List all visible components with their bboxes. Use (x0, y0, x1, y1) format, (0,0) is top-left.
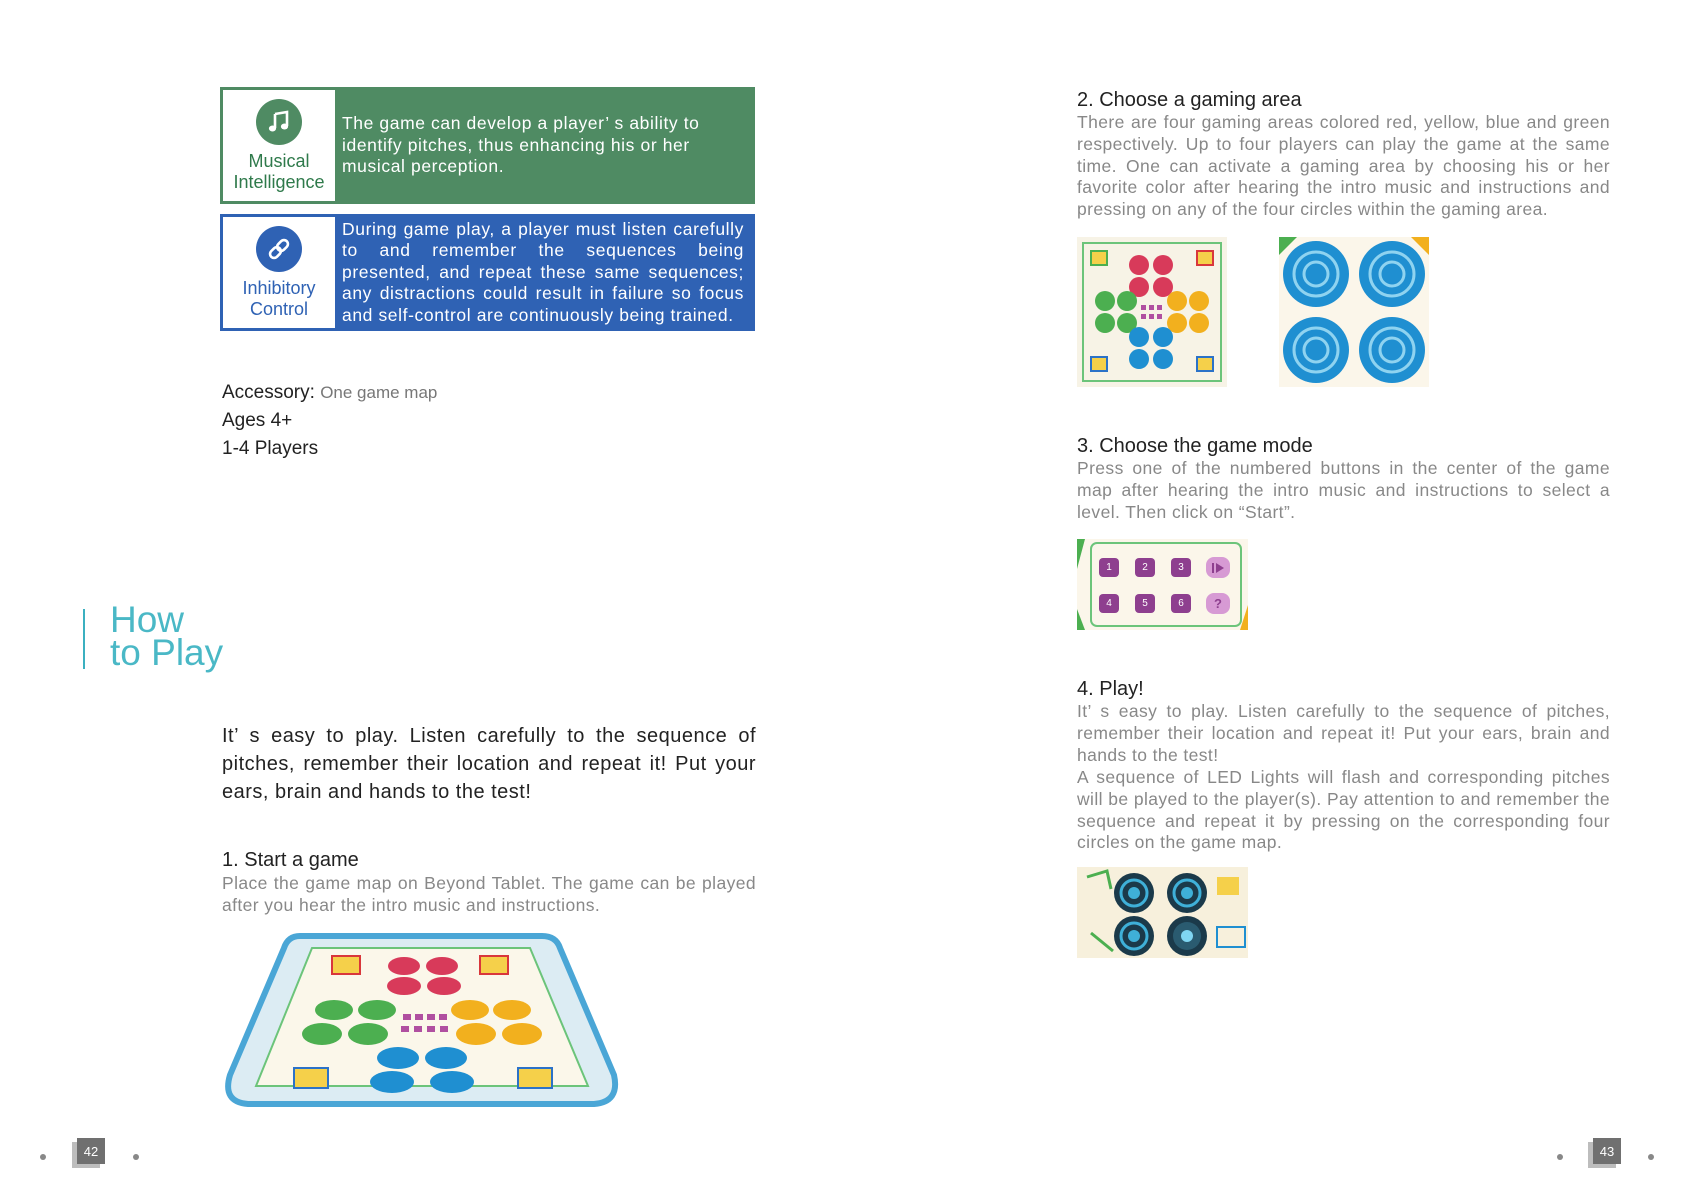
mode-button-1: 1 (1099, 558, 1119, 577)
feature-title-line1: Musical (248, 150, 310, 171)
start-play-icon (1206, 557, 1230, 578)
feature-description: The game can develop a player’ s ability to identify pitches, thus enhancing his or her musical perception. (335, 90, 752, 201)
step-3-text: Press one of the numbered buttons in the center of the game map after hearing the intro music and instructions to select a level. Then click on “Start”. (1077, 458, 1610, 522)
accessory-value: One game map (320, 383, 438, 402)
step-2-text: There are four gaming areas colored red, yellow, blue and green respectively. Up to four players can play the game at the same time. One can activate a gaming area by choosing his or her favorite color after hearing the intro music and instructions and pressing on any of the four circles within the gaming area. (1077, 112, 1610, 220)
mode-button-6: 6 (1171, 594, 1191, 613)
accessory-label: Accessory: (222, 382, 315, 403)
step-1-text: Place the game map on Beyond Tablet. The game can be played after you hear the intro music and instructions. (222, 873, 756, 915)
page-number-right: 43 (1593, 1138, 1621, 1164)
mode-panel-frame (1077, 539, 1248, 630)
feature-inhibitory-control (220, 214, 755, 331)
feature-musical-intelligence (220, 87, 755, 204)
step-4-text-1: It’ s easy to play. Listen carefully to the sequence of pitches, remember their location and repeat it! Put your ears, brain and hands to the test! (1077, 701, 1610, 765)
feature-title-line2: Intelligence (233, 171, 325, 192)
game-map-top-view-image (1077, 237, 1227, 387)
mode-button-2: 2 (1135, 558, 1155, 577)
link-icon (256, 226, 302, 272)
feature-title-line2: Control (249, 298, 309, 319)
mode-buttons-image (1077, 539, 1248, 630)
heading-accent-bar (83, 609, 85, 669)
page-dot (1557, 1154, 1563, 1160)
players: 1-4 Players (222, 438, 319, 459)
page-number-left: 42 (77, 1138, 105, 1164)
how-to-play-intro: It’ s easy to play. Listen carefully to the sequence of pitches, remember their location and repeat it! Put your ears, brain and hands to the test! (222, 725, 756, 803)
mode-button-3: 3 (1171, 558, 1191, 577)
feature-label (223, 90, 335, 201)
ages: Ages 4+ (222, 410, 293, 431)
step-4-text-2: A sequence of LED Lights will flash and corresponding pitches will be played to the player(s). Pay attention to and remember the sequence and repeat it by pressing on the corresponding four circles on the game map. (1077, 767, 1610, 853)
feature-description: During game play, a player must listen carefully to and remember the sequences being presented, and repeat these same sequences; any distractions could result in failure so focus and self-control are continuously being trained. (335, 217, 752, 328)
step-1-heading: 1. Start a game (222, 849, 359, 871)
step-4-heading: 4. Play! (1077, 678, 1144, 700)
help-question-icon: ? (1206, 593, 1230, 614)
how-to-play-title (110, 599, 224, 673)
feature-title-line1: Inhibitory (242, 277, 316, 298)
step-3-heading: 3. Choose the game mode (1077, 435, 1313, 457)
page-dot (40, 1154, 46, 1160)
blue-circles-closeup-image (1279, 237, 1429, 387)
led-circles-image (1077, 867, 1248, 958)
game-map-illustration (222, 930, 622, 1112)
page-dot (133, 1154, 139, 1160)
accessory-line (222, 382, 437, 404)
feature-label (223, 217, 335, 328)
mode-button-5: 5 (1135, 594, 1155, 613)
mode-button-4: 4 (1099, 594, 1119, 613)
page-dot (1648, 1154, 1654, 1160)
step-2-heading: 2. Choose a gaming area (1077, 89, 1302, 111)
music-note-icon (256, 99, 302, 145)
how-to-play-title-line1: How (110, 599, 185, 640)
how-to-play-title-line2: to Play (110, 632, 224, 673)
